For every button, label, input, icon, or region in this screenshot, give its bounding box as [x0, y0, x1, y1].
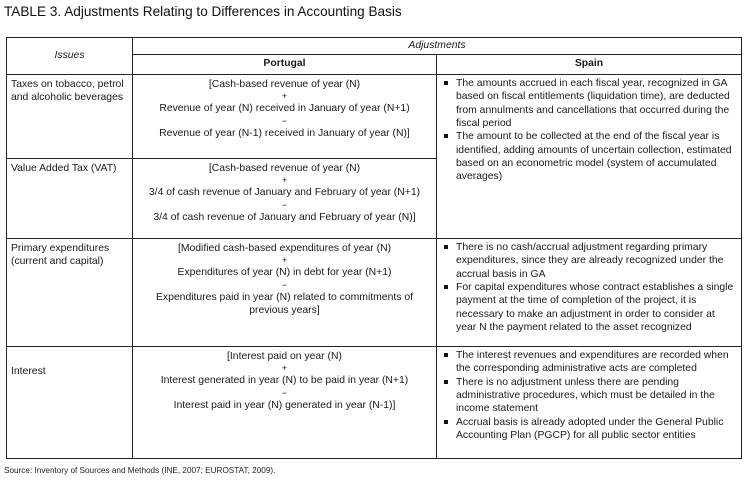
portugal-cell [133, 347, 437, 459]
bullet-item: Accrual basis is already adopted under the General Public Accounting Plan (PGCP) for all public sector entities [441, 416, 737, 443]
spain-cell [437, 239, 742, 347]
minus-operator: − [281, 115, 288, 126]
portugal-line: [Interest paid on year (N) [227, 351, 342, 362]
portugal-cell [133, 159, 437, 239]
plus-operator: + [281, 363, 288, 374]
portugal-line: Expenditures of year (N) in debt for year (N+1) [177, 267, 392, 279]
portugal-line: 3/4 of cash revenue of January and February of year (N+1) [148, 187, 421, 199]
issue-cell: Taxes on tobacco, petrol and alcoholic beverages [7, 75, 133, 159]
plus-operator: + [281, 91, 288, 102]
spain-cell [437, 75, 742, 239]
portugal-line: Revenue of year (N-1) received in January of year (N)] [159, 127, 410, 139]
issue-cell: Value Added Tax (VAT) [7, 159, 133, 239]
table-row [7, 239, 742, 347]
portugal-line: Expenditures paid in year (N) related to commitments of previous years] [156, 291, 413, 316]
bullet-item: For capital expenditures whose contract establishes a single payment at the time of completion of the project, it is necessary to make an adjustment in order to consider at year N the payment related to the asset recognized [441, 281, 737, 334]
portugal-cell [133, 75, 437, 159]
portugal-line: 3/4 of cash revenue of January and February of year (N)] [153, 211, 416, 223]
bullet-item: The interest revenues and expenditures are recorded when the corresponding administrative acts are completed [441, 349, 737, 376]
header-adjustments-cell: Adjustments [133, 38, 742, 55]
plus-operator: + [281, 175, 288, 186]
source-note: Source: Inventory of Sources and Methods (INE, 2007; EUROSTAT, 2009). [4, 466, 276, 475]
portugal-line: [Cash-based revenue of year (N) [208, 163, 361, 174]
plus-operator: + [281, 255, 288, 266]
portugal-cell [133, 239, 437, 347]
portugal-line: Interest generated in year (N) to be paid in year (N+1) [160, 375, 409, 387]
header-issues-cell: Issues [7, 38, 133, 75]
portugal-line: Interest paid in year (N) generated in year (N-1)] [173, 399, 396, 411]
adjustments-table-body [6, 37, 742, 459]
bullet-item: The amount to be collected at the end of the fiscal year is identified, adding amounts of uncertain collection, estimated based on an econometric model (system of accumulated averages) [441, 130, 737, 183]
minus-operator: − [281, 279, 288, 290]
minus-operator: − [281, 199, 288, 210]
bullet-item: There is no adjustment unless there are pending administrative procedures, which must be detailed in the income statement [441, 376, 737, 416]
table-row [7, 75, 742, 159]
table-title: TABLE 3. Adjustments Relating to Differences in Accounting Basis [4, 4, 402, 19]
bullet-item: There is no cash/accrual adjustment regarding primary expenditures, since they are already recognized under the accrual basis in GA [441, 241, 737, 281]
table-row [7, 347, 742, 459]
portugal-line: [Modified cash-based expenditures of year (N) [177, 243, 392, 254]
bullet-item: The amounts accrued in each fiscal year, recognized in GA based on fiscal entitlements (liquidation time), are deducted from annulments and cancellations that occurred during the fiscal period [441, 77, 737, 130]
issue-cell: Interest [7, 347, 133, 459]
issue-cell: Primary expenditures (current and capital) [7, 239, 133, 347]
header-spain: Spain [437, 55, 742, 75]
portugal-line: [Cash-based revenue of year (N) [208, 79, 361, 90]
header-portugal: Portugal [133, 55, 437, 75]
portugal-line: Revenue of year (N) received in January of year (N+1) [159, 103, 410, 115]
spain-cell [437, 347, 742, 459]
minus-operator: − [281, 387, 288, 398]
